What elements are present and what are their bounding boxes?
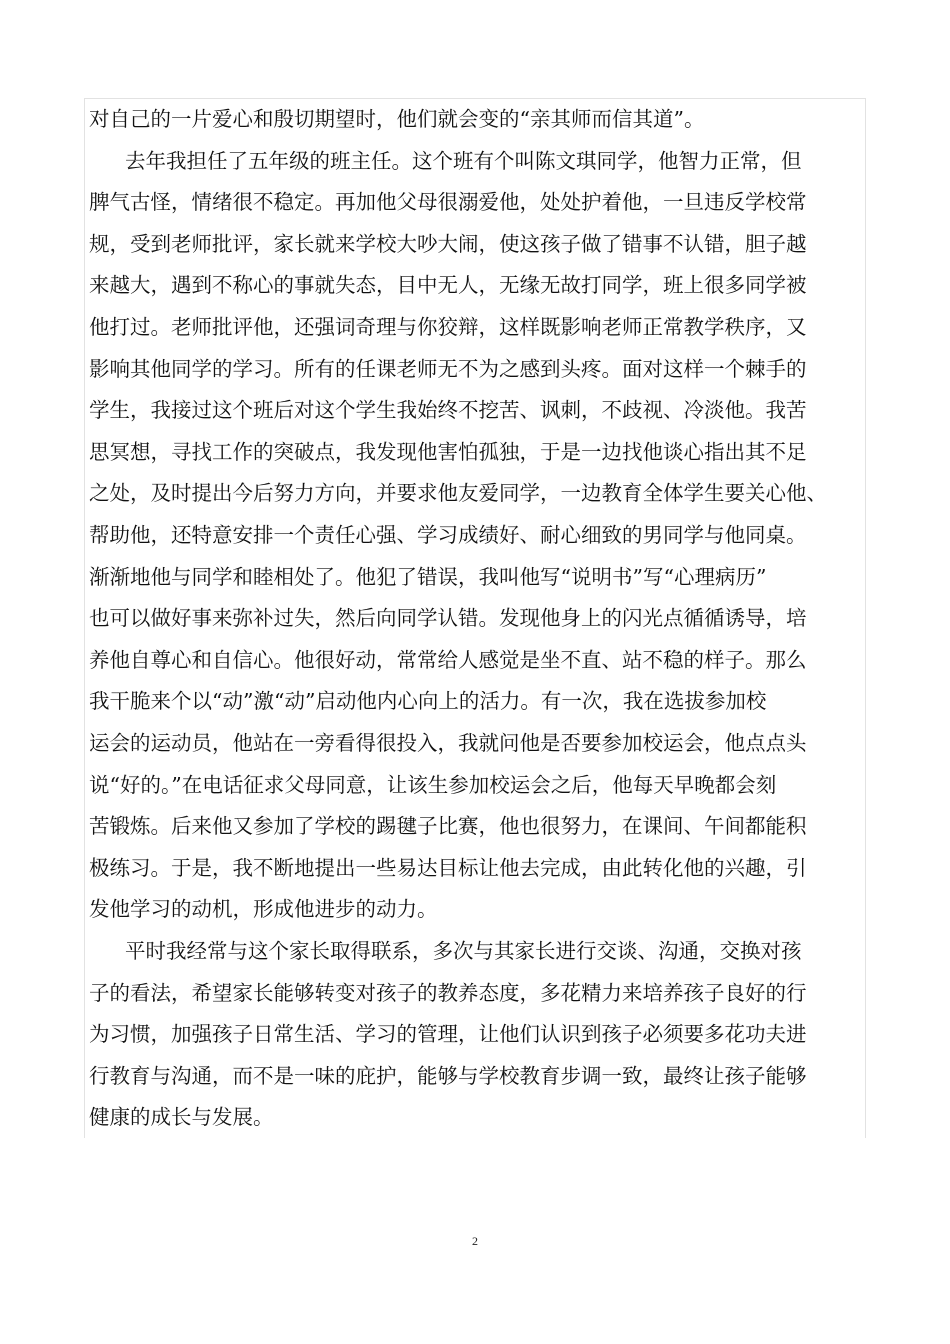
text-line: 来越大，遇到不称心的事就失态，目中无人，无缘无故打同学，班上很多同学被 [89,273,807,298]
text-line: 苦锻炼。后来他又参加了学校的踢毽子比赛，他也很努力，在课间、午间都能积 [89,814,807,839]
text-line: 极练习。于是，我不断地提出一些易达目标让他去完成，由此转化他的兴趣，引 [89,855,807,880]
page-number: 2 [472,1234,478,1248]
text-line: 也可以做好事来弥补过失，然后向同学认错。发现他身上的闪光点循循诱导，培 [89,606,807,631]
text-line: 健康的成长与发展。 [89,1105,274,1130]
text-line: 养他自尊心和自信心。他很好动，常常给人感觉是坐不直、站不稳的样子。那么 [89,647,807,672]
text-line: 帮助他，还特意安排一个责任心强、学习成绩好、耐心细致的男同学与他同桌。 [89,523,807,547]
text-line: 子的看法，希望家长能够转变对孩子的教养态度，多花精力来培养孩子良好的行 [89,980,807,1005]
text-line: 对自己的一片爱心和殷切期望时，他们就会变的“亲其师而信其道”。 [89,107,705,131]
text-line: 脾气古怪，情绪很不稳定。再加他父母很溺爱他，处处护着他，一旦违反学校常 [89,190,807,215]
text-line: 平时我经常与这个家长取得联系，多次与其家长进行交谈、沟通，交换对孩 [125,939,802,963]
text-line: 渐渐地他与同学和睦相处了。他犯了错误，我叫他写“说明书”写“心理病历” [89,564,767,589]
text-line: 影响其他同学的学习。所有的任课老师无不为之感到头疼。面对这样一个棘手的 [89,356,807,381]
text-line: 运会的运动员，他站在一旁看得很投入，我就问他是否要参加校运会，他点点头 [89,731,807,755]
text-line: 学生，我接过这个班后对这个学生我始终不挖苦、讽刺，不歧视、冷淡他。我苦 [89,398,807,423]
text-line: 思冥想，寻找工作的突破点，我发现他害怕孤独，于是一边找他谈心指出其不足 [89,439,807,464]
text-line: 我干脆来个以“动”激“动”启动他内心向上的活力。有一次，我在选拔参加校 [89,689,767,714]
document-body [84,98,866,1138]
text-line: 说“好的。”在电话征求父母同意，让该生参加校运会之后，他每天早晚都会刻 [89,772,777,797]
text-line: 规，受到老师批评，家长就来学校大吵大闹，使这孩子做了错事不认错，胆子越 [89,231,807,256]
text-line: 他打过。老师批评他，还强词奇理与你狡辩，这样既影响老师正常教学秩序，又 [89,315,807,339]
text-line: 去年我担任了五年级的班主任。这个班有个叫陈文琪同学，他智力正常，但 [125,148,802,173]
text-line: 发他学习的动机，形成他进步的动力。 [89,897,438,922]
text-line: 行教育与沟通，而不是一味的庇护，能够与学校教育步调一致，最终让孩子能够 [89,1063,807,1088]
text-line: 为习惯，加强孩子日常生活、学习的管理，让他们认识到孩子必须要多花功夫进 [89,1022,807,1047]
text-line: 之处，及时提出今后努力方向，并要求他友爱同学，一边教育全体学生要关心他、 [89,481,827,506]
